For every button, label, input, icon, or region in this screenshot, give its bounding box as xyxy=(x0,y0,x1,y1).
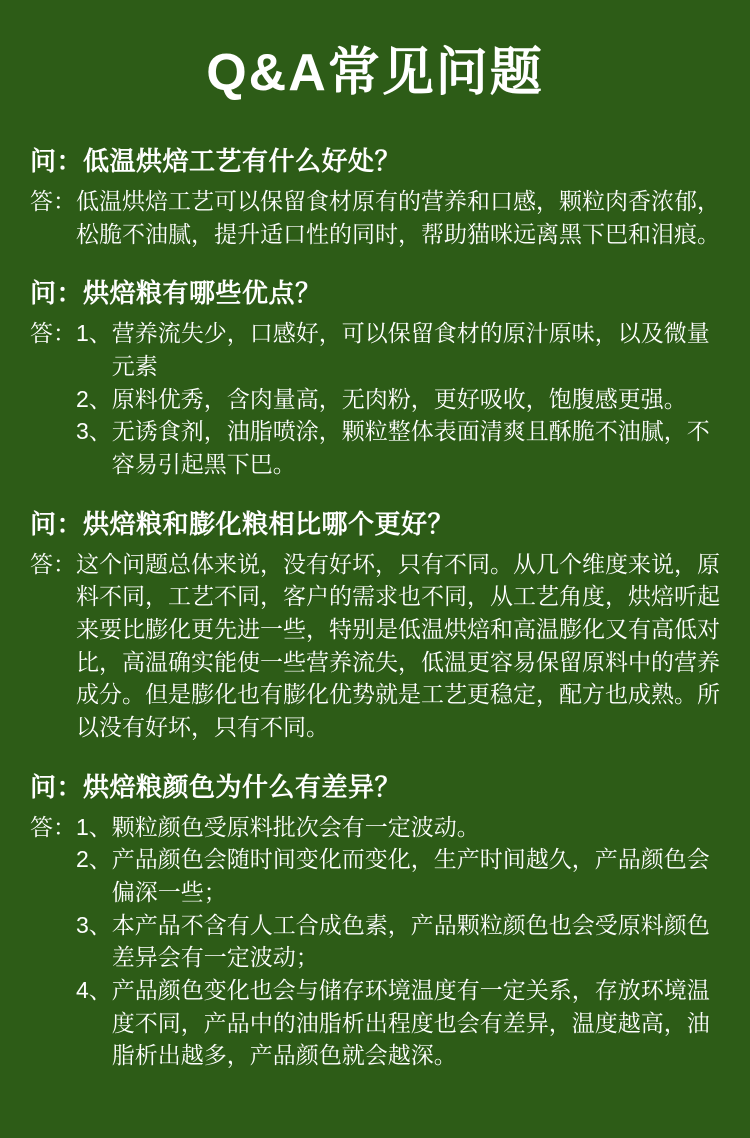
page-title: Q&A常见问题 xyxy=(206,44,544,102)
list-item xyxy=(76,811,720,844)
list-text: 原料优秀，含肉量高，无肉粉，更好吸收，饱腹感更强。 xyxy=(111,385,687,412)
list-marker: 2、 xyxy=(76,846,112,873)
list-marker: 1、 xyxy=(76,813,112,840)
question-text: 问：烘焙粮有哪些优点？ xyxy=(30,278,322,309)
question-text: 问：烘焙粮颜色为什么有差异？ xyxy=(30,771,402,802)
answer-text: 这个问题总体来说，没有好坏，只有不同。从几个维度来说，原料不同，工艺不同，客户的需求也不同，从工艺角度，烘焙听起来要比膨化更先进一些，特别是低温烘焙和高温膨化又有高低对比，高温确实能使一些营养流失，低温更容易保留原料中的营养成分。但是膨化也有膨化优势就是工艺更稳定，配方也成熟。所以没有好坏，只有不同。 xyxy=(76,550,720,740)
answer-list xyxy=(76,811,720,1072)
qa-block xyxy=(30,507,720,744)
answer-label: 答： xyxy=(30,813,76,840)
list-text: 营养流失少，口感好，可以保留食材的原汁原味，以及微量元素 xyxy=(111,320,710,379)
list-marker: 3、 xyxy=(76,911,112,938)
list-marker: 1、 xyxy=(76,320,112,347)
qa-block xyxy=(30,276,720,480)
list-text: 产品颜色会随时间变化而变化，生产时间越久，产品颜色会偏深一些； xyxy=(111,846,710,906)
qa-block xyxy=(30,770,720,1072)
list-item xyxy=(76,974,720,1072)
list-item xyxy=(76,843,720,908)
qa-block xyxy=(30,144,720,250)
answer-label: 答： xyxy=(30,320,76,347)
list-item xyxy=(76,383,720,416)
answer-label: 答： xyxy=(30,550,76,577)
list-text: 本产品不含有人工合成色素，产品颗粒颜色也会受原料颜色差异会有一定波动； xyxy=(111,911,710,971)
question-text: 问：低温烘焙工艺有什么好处？ xyxy=(30,145,402,176)
list-marker: 2、 xyxy=(76,385,112,412)
question-text: 问：烘焙粮和膨化粮相比哪个更好？ xyxy=(30,508,455,539)
list-text: 产品颜色变化也会与储存环境温度有一定关系，存放环境温度不同，产品中的油脂析出程度也会有差异，温度越高，油脂析出越多，产品颜色就会越深。 xyxy=(111,976,710,1069)
list-item xyxy=(76,415,720,480)
list-item xyxy=(76,909,720,974)
list-item xyxy=(76,317,720,382)
answer-list xyxy=(76,317,720,480)
answer xyxy=(30,811,720,1072)
list-text: 颗粒颜色受原料批次会有一定波动。 xyxy=(111,813,480,840)
list-marker: 4、 xyxy=(76,976,112,1003)
answer-text: 低温烘焙工艺可以保留食材原有的营养和口感，颗粒肉香浓郁，松脆不油腻，提升适口性的同时，帮助猫咪远离黑下巴和泪痕。 xyxy=(76,187,720,247)
answer-label: 答： xyxy=(30,187,76,214)
answer xyxy=(30,185,720,250)
list-marker: 3、 xyxy=(76,418,112,445)
answer xyxy=(30,548,720,744)
answer xyxy=(30,317,720,480)
list-text: 无诱食剂，油脂喷涂，颗粒整体表面清爽且酥脆不油腻，不容易引起黑下巴。 xyxy=(111,418,710,477)
